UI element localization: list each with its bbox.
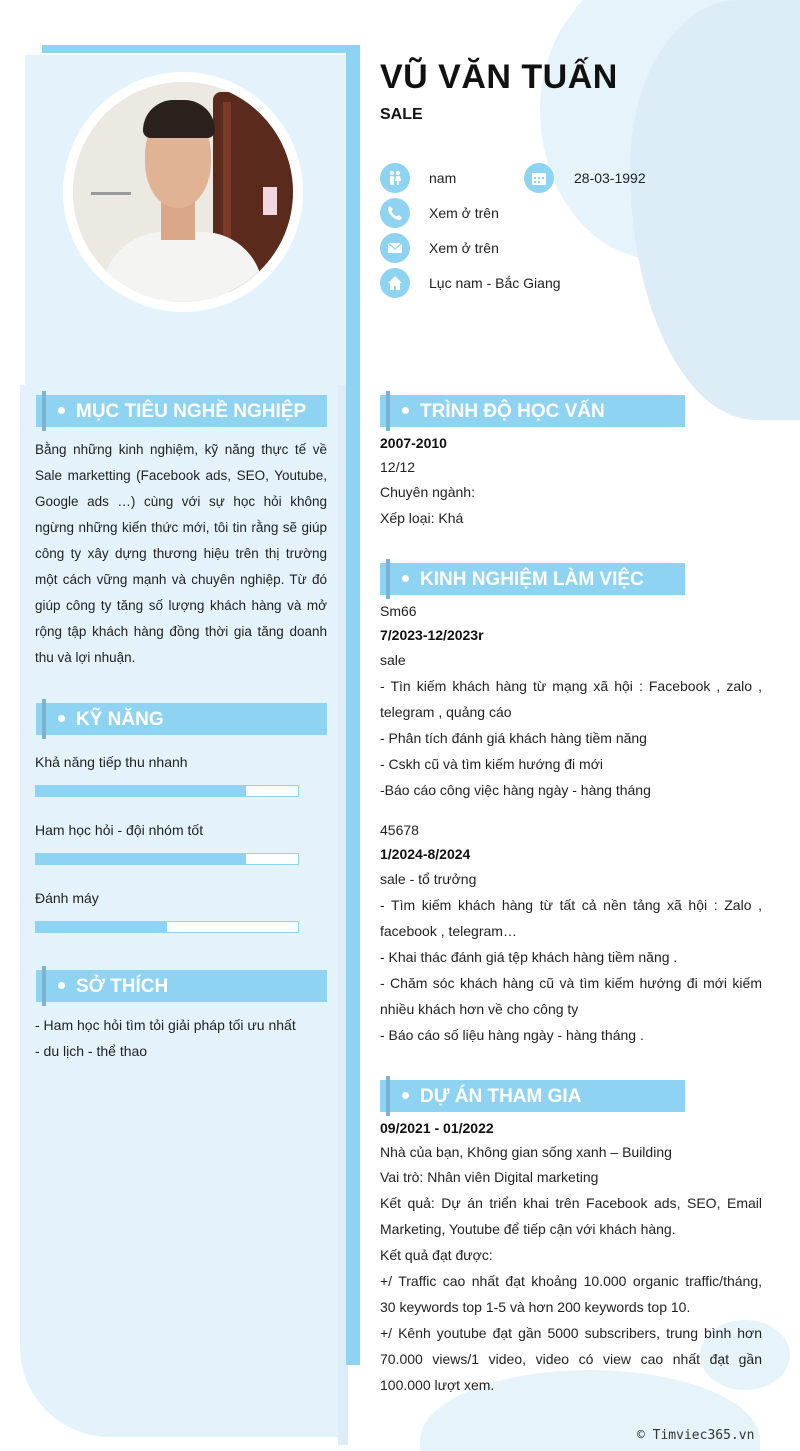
section-title: MỤC TIÊU NGHỀ NGHIỆP	[76, 401, 307, 422]
section-title: SỞ THÍCH	[76, 976, 169, 997]
section-title: TRÌNH ĐỘ HỌC VẤN	[420, 401, 605, 422]
section-title: KINH NGHIỆM LÀM VIỆC	[420, 569, 644, 590]
birthday-value: 28-03-1992	[574, 170, 646, 186]
address-value: Lục nam - Bắc Giang	[429, 275, 561, 291]
job-description-line: - Phân tích đánh giá khách hàng tiềm năng	[380, 730, 647, 746]
calendar-icon	[524, 163, 554, 193]
job-description-line: - Khai thác đánh giá tệp khách hàng tiềm năng .	[380, 949, 678, 965]
job-description-line: - Chăm sóc khách hàng cũ và tìm kiếm hướng đi mới kiếm	[380, 975, 762, 991]
footer-watermark: © Timviec365.vn	[637, 1428, 755, 1443]
section-hobbies-header	[36, 970, 327, 1002]
project-line: Nhà của bạn, Không gian sống xanh – Building	[380, 1144, 672, 1160]
project-period: 09/2021 - 01/2022	[380, 1120, 494, 1136]
gender-value: nam	[429, 170, 457, 186]
job-description-line: nhiều khách hơn về cho công ty	[380, 1001, 579, 1017]
email-icon	[380, 233, 410, 263]
section-experience-header	[380, 563, 685, 595]
job-company: Sm66	[380, 603, 417, 619]
job-position: sale	[380, 652, 406, 668]
project-line: +/ Traffic cao nhất đạt khoảng 10.000 organic traffic/tháng,	[380, 1273, 762, 1289]
job-description-line: telegram , quảng cáo	[380, 704, 512, 720]
section-skills-header	[36, 703, 327, 735]
frame-accent	[42, 45, 360, 53]
phone-value: Xem ở trên	[429, 205, 499, 221]
skill-fill	[36, 922, 167, 932]
job-description-line: - Tìm kiếm khách hàng từ tất cả nền tảng xã hội : Zalo ,	[380, 897, 762, 913]
project-line: Vai trò: Nhân viên Digital marketing	[380, 1169, 599, 1185]
job-description-line: -Báo cáo công việc hàng ngày - hàng tháng	[380, 782, 651, 798]
hobby-item: - du lịch - thể thao	[35, 1043, 148, 1059]
project-line: Kết quả: Dự án triển khai trên Facebook ads, SEO, Email	[380, 1195, 762, 1211]
job-position: sale - tổ trưởng	[380, 871, 477, 887]
avatar	[73, 82, 293, 302]
decor-blob	[630, 0, 800, 420]
email-value: Xem ở trên	[429, 240, 499, 256]
section-projects-header	[380, 1080, 685, 1112]
project-line: +/ Kênh youtube đạt gần 5000 subscribers, trung bình hơn	[380, 1325, 762, 1341]
skill-label: Đánh máy	[35, 890, 99, 906]
job-description-line: - Báo cáo số liệu hàng ngày - hàng tháng .	[380, 1027, 644, 1043]
skill-bar	[35, 853, 299, 865]
job-description-line: - Tìn kiếm khách hàng từ mạng xã hội : Facebook , zalo ,	[380, 678, 762, 694]
section-objective-header	[36, 395, 327, 427]
candidate-name: VŨ VĂN TUẤN	[380, 58, 618, 96]
project-line: 100.000 lượt xem.	[380, 1377, 495, 1393]
job-company: 45678	[380, 822, 419, 838]
job-period: 7/2023-12/2023r	[380, 627, 484, 643]
project-line: Marketing, Youtube để tiếp cận với khách hàng.	[380, 1221, 676, 1237]
education-period: 2007-2010	[380, 435, 447, 451]
skill-fill	[36, 786, 246, 796]
job-description-line: - Cskh cũ và tìm kiếm hướng đi mới	[380, 756, 604, 772]
job-description-line: facebook , telegram…	[380, 923, 517, 939]
hobby-item: - Ham học hỏi tìm tỏi giải pháp tối ưu nhất	[35, 1017, 296, 1033]
project-line: 30 keywords top 1-5 và hơn 200 keywords top 10.	[380, 1299, 691, 1315]
candidate-role: SALE	[380, 106, 423, 123]
project-line: Kết quả đạt được:	[380, 1247, 493, 1263]
frame-accent	[346, 45, 360, 1365]
gender-icon	[380, 163, 410, 193]
section-title: KỸ NĂNG	[76, 709, 164, 730]
home-icon	[380, 268, 410, 298]
skill-bar	[35, 785, 299, 797]
education-major: Chuyên ngành:	[380, 484, 475, 500]
education-school: 12/12	[380, 459, 416, 475]
section-title: DỰ ÁN THAM GIA	[420, 1086, 582, 1107]
skill-label: Khả năng tiếp thu nhanh	[35, 754, 188, 770]
job-period: 1/2024-8/2024	[380, 846, 471, 862]
phone-icon	[380, 198, 410, 228]
education-grade: Xếp loại: Khá	[380, 510, 464, 526]
section-education-header	[380, 395, 685, 427]
project-line: 70.000 views/1 video, video có view cao nhất đạt gần	[380, 1351, 762, 1367]
skill-fill	[36, 854, 246, 864]
skill-label: Ham học hỏi - đội nhóm tốt	[35, 822, 204, 838]
objective-text: Bằng những kinh nghiệm, kỹ năng thực tế về Sale marketting (Facebook ads, SEO, Youtube, Google ads …) cùng với sự học hỏi không ngừng những kiến thức mới, tôi tin rằng sẽ giúp công ty xây dựng thương hiệu trên thị trường một cách vững mạnh và chuyên nghiệp. Từ đó giúp công ty tăng số lượng khách hàng và mở rộng tập khách hàng đồng thời gia tăng doanh thu và lợi nhuận.	[35, 442, 327, 665]
skill-bar	[35, 921, 299, 933]
